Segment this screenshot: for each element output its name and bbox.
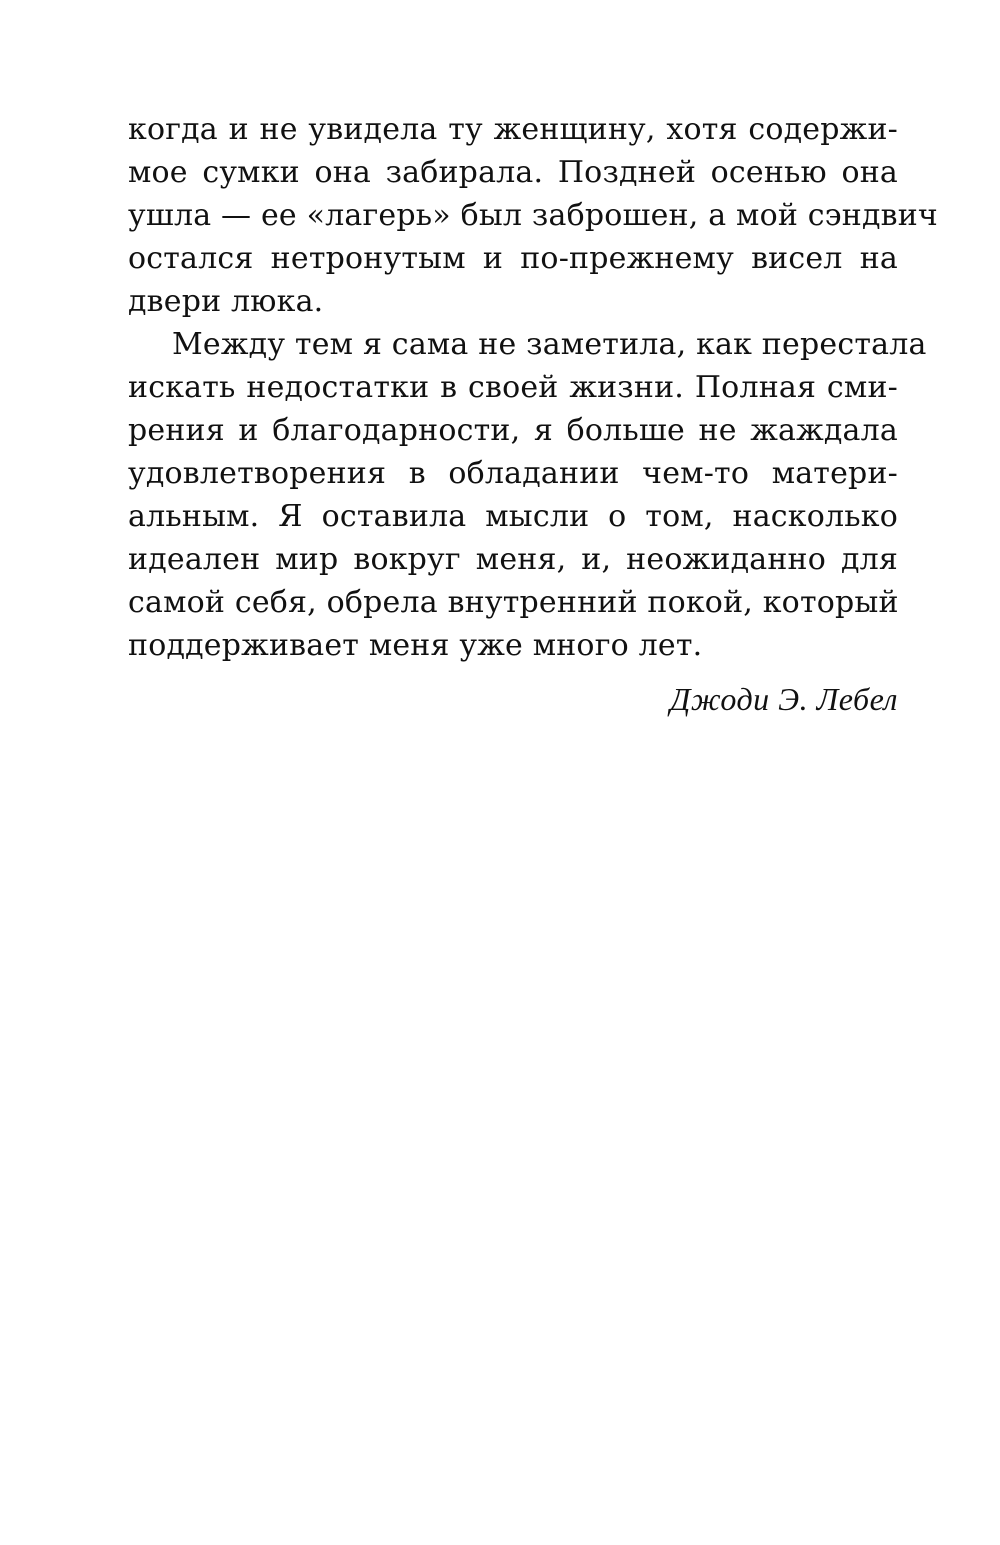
paragraph-1-line-3: ушла — ее «лагерь» был заброшен, а мой сэндвич [128, 198, 938, 233]
author-signature: Джоди Э. Лебел [670, 681, 898, 717]
paragraph-2-line-7: самой себя, обрела внутренний покой, который [128, 585, 899, 620]
paragraph-1-line-1: когда и не увидела ту женщину, хотя содержи- [128, 112, 898, 147]
paragraph-2-line-5: альным. Я оставила мысли о том, насколько [128, 499, 898, 534]
paragraph-2-line-2: искать недостатки в своей жизни. Полная сми- [128, 370, 898, 405]
paragraph-2-line-1: Между тем я сама не заметила, как перестала [172, 327, 927, 362]
paragraph-2-line-8: поддерживает меня уже много лет. [128, 628, 703, 663]
paragraph-2-line-6: идеален мир вокруг меня, и, неожиданно для [128, 542, 898, 577]
paragraph-1-line-5: двери люка. [128, 284, 324, 319]
paragraph-1-line-4: остался нетронутым и по-прежнему висел на [128, 241, 898, 276]
paragraph-1-line-2: мое сумки она забирала. Поздней осенью она [128, 155, 898, 190]
paragraph-2-line-3: рения и благодарности, я больше не жаждала [128, 413, 898, 448]
paragraph-2-line-4: удовлетворения в обладании чем-то матери- [128, 456, 898, 491]
body-text [128, 108, 938, 667]
